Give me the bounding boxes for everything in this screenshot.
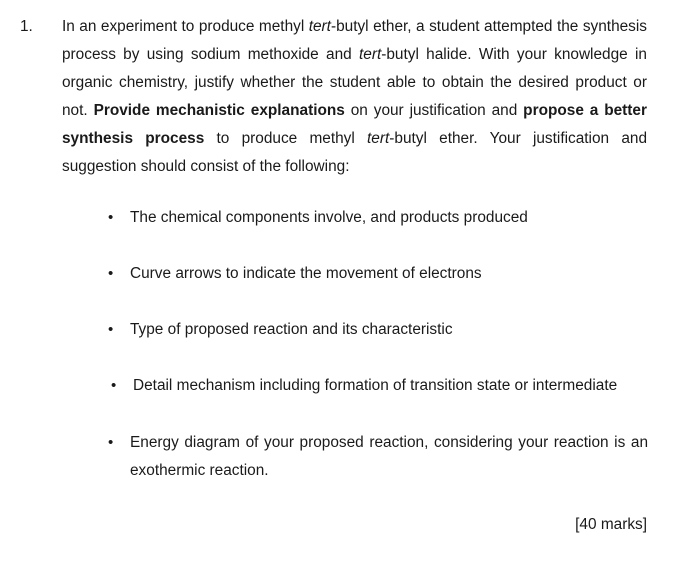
bullet-icon: •	[108, 321, 114, 338]
marks-label: [40 marks]	[575, 516, 647, 533]
question-text	[62, 13, 647, 181]
list-item-text: Type of proposed reaction and its characteristic	[130, 321, 453, 338]
list-item	[111, 372, 651, 400]
question-text-part: to produce methyl	[204, 130, 368, 147]
list-item-text: Energy diagram of your proposed reaction, considering your reaction is an exothermic reaction.	[130, 434, 648, 479]
bold-instruction: Provide mechanistic explanations	[93, 102, 345, 119]
question-text-part: on your justification and	[344, 102, 524, 119]
list-item-text: Curve arrows to indicate the movement of electrons	[130, 265, 482, 282]
list-item	[108, 316, 648, 344]
question-number: 1.	[20, 18, 33, 35]
question-text-part: -butyl halide. With your knowledge in organic chemistry, justify whether the student able to obtain the desired product or not.	[62, 46, 647, 119]
italic-tert: tert	[359, 46, 382, 63]
question-text-part: In an experiment to produce methyl	[62, 18, 309, 35]
list-item-text: The chemical components involve, and products produced	[130, 209, 528, 226]
list-item-text: Detail mechanism including formation of transition state or intermediate	[133, 377, 618, 394]
bullet-icon: •	[108, 265, 114, 282]
list-item	[108, 260, 648, 288]
bold-instruction: propose a better synthesis process	[62, 102, 647, 147]
list-item	[108, 429, 648, 485]
bullet-icon: •	[111, 377, 117, 394]
bullet-icon: •	[108, 434, 114, 451]
italic-tert: tert	[308, 18, 331, 35]
italic-tert: tert	[367, 130, 390, 147]
question-text-part: -butyl ether, a student attempted the synthesis process by using sodium methoxide and	[62, 18, 647, 63]
bullet-icon: •	[108, 209, 114, 226]
question-text-part: -butyl ether. Your justification and suggestion should consist of the following:	[62, 130, 648, 175]
list-item	[108, 204, 648, 232]
